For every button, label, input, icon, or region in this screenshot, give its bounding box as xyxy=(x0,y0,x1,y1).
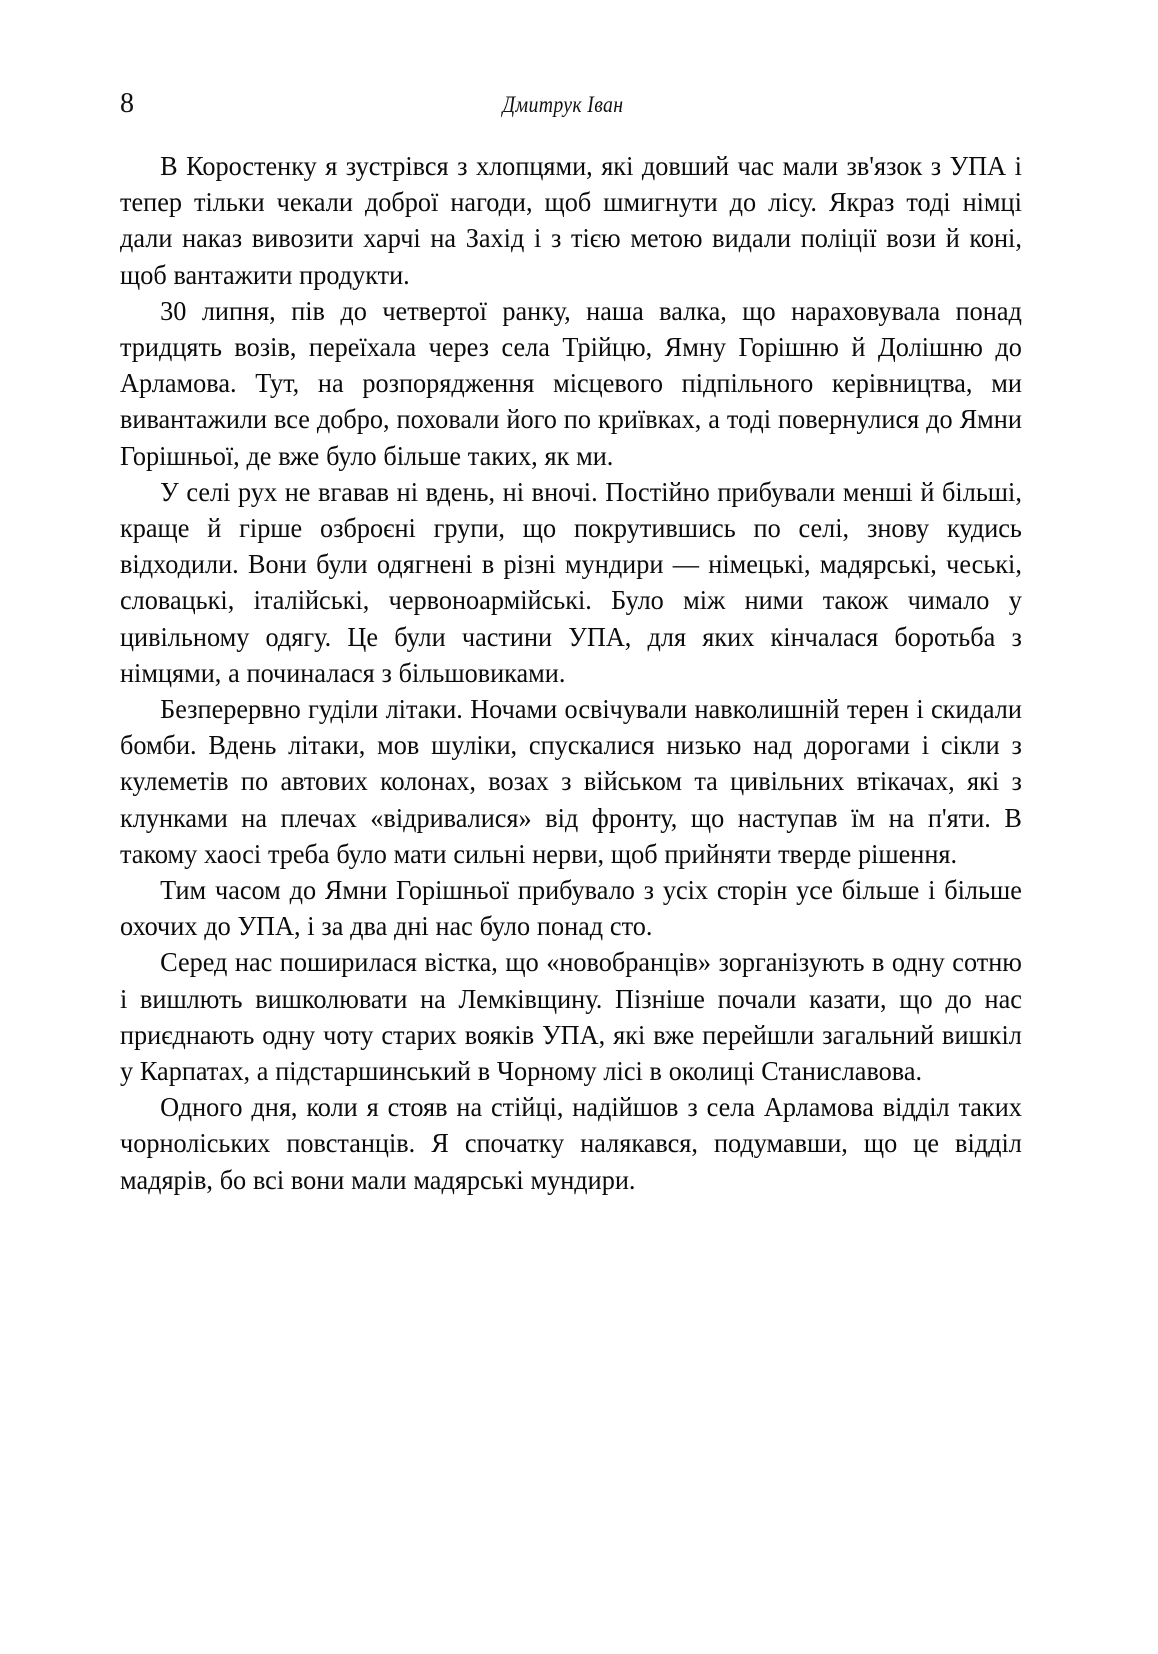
paragraph: Тим часом до Ямни Горішньої прибувало з усіх сторін усе більше і більше охочих до УПА, і за два дні нас було понад сто. xyxy=(120,874,1022,942)
paragraph: 30 липня, пів до четвертої ранку, наша валка, що нараховувала понад тридцять возів, переїхала через села Трійцю, Ямну Горішню й Долішню до Арламова. Тут, на розпорядження місцевого підпільного керівництва, ми вивантажили все добро, поховали його по криївках, а тоді повернулися до Ямни Горішньої, де вже було більше таких, як ми. xyxy=(120,294,1022,471)
running-head xyxy=(120,88,1020,122)
paragraph: В Коростенку я зустрівся з хлопцями, які довший час мали зв'язок з УПА і тепер тільки чекали доброї нагоди, щоб шмигнути до лісу. Якраз тоді німці дали наказ вивозити харчі на Захід і з тією метою видали поліції вози й коні, щоб вантажити продукти. xyxy=(120,150,1022,290)
paragraph: Одного дня, коли я стояв на стійці, надійшов з села Арламова відділ таких чорноліських повстанців. Я спочатку налякався, подумавши, що це відділ мадярів, бо всі вони мали мадярські мундири. xyxy=(120,1091,1022,1195)
paragraph: Безперервно гуділи літаки. Ночами освічували навколишній терен і скидали бомби. Вдень літаки, мов шуліки, спускалися низько над дорогами і сікли з кулеметів по автових колонах, возах з військом та цивільних втікачах, які з клунками на плечах «відривалися» від фронту, що наступав їм на п'яти. В такому хаосі треба було мати сильні нерви, щоб прийняти тверде рішення. xyxy=(120,693,1022,869)
paragraph: У селі рух не вгавав ні вдень, ні вночі. Постійно прибували менші й більші, краще й гірше озброєні групи, що покрутившись по селі, знову кудись відходили. Вони були одягнені в різні мундири — німецькі, мадярські, чеські, словацькі, італійські, червоноармійські. Було між ними також чимало у цивільному одягу. Це були частини УПА, для яких кінчалася боротьба з німцями, а починалася з більшовиками. xyxy=(120,475,1022,688)
page-number: 8 xyxy=(120,88,134,119)
running-head-title: Дмитрук Іван xyxy=(502,92,624,117)
body-text xyxy=(120,148,1022,1198)
paragraph: Серед нас поширилася вістка, що «новобранців» зорганізують в одну сотню і вишлють вишколювати на Лемківщину. Пізніше почали казати, що до нас приєднають одну чоту старих вояків УПА, які вже перейшли загальний вишкіл у Карпатах, а підстаршинський в Чорному лісі в околиці Станиславова. xyxy=(120,946,1022,1087)
